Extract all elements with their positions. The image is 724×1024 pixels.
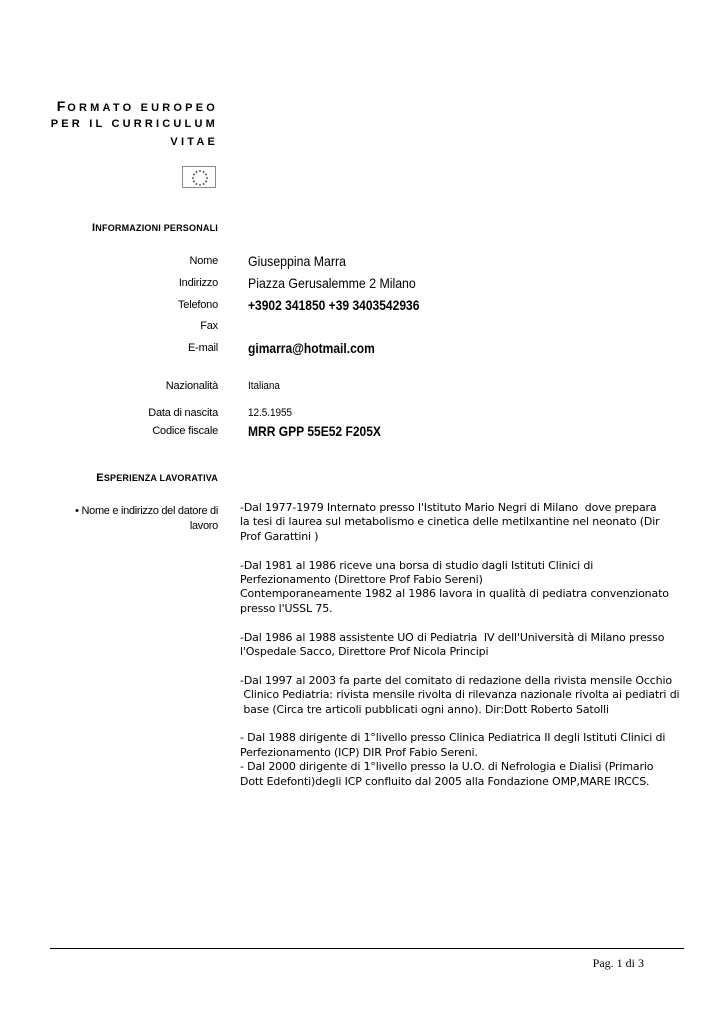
experience-paragraph: -Dal 1981 al 1986 riceve una borsa di studio dagli Istituti Clinici di Perfezionamento (Direttore Prof Fabio Sereni) Contemporaneamente 1982 al 1986 lavora in qualità di pediatra convenzionato presso l'USSL 75. — [240, 558, 669, 615]
eu-flag-icon — [182, 166, 216, 188]
birthdate-label: Data di nascita — [148, 407, 218, 419]
eu-star — [203, 171, 205, 173]
cv-title-line-2: PER IL CURRICULUM — [50, 118, 218, 130]
nationality-label: Nazionalità — [165, 380, 218, 392]
cv-title-line-1 — [57, 98, 218, 114]
personal-heading-cap: I — [92, 222, 96, 234]
experience-body — [240, 501, 700, 803]
eu-star — [196, 183, 198, 185]
experience-heading — [96, 472, 218, 484]
experience-paragraph: -Dal 1997 al 2003 fa parte del comitato di redazione della rivista mensile Occhio Clinico Pediatria: rivista mensile rivolta di rilevanza nazionale rivolta ai pediatri di base (Circa tre articoli pubblicati ogni anno). Dir:Dott Roberto Satolli — [240, 673, 680, 716]
tax-code-label: Codice fiscale — [152, 425, 218, 437]
employer-label-line-1: • Nome e indirizzo del datore di — [75, 505, 218, 517]
eu-star — [193, 181, 195, 183]
experience-paragraph: -Dal 1977-1979 Internato presso l'Istituto Mario Negri di Milano dove prepara la tesi di laurea sul metabolismo e cinetica delle metilxantine nel neonato (Dir Prof Garattini ) — [240, 501, 660, 543]
birthdate-value: 12.5.1955 — [248, 407, 293, 419]
cv-title-rest: ORMATO EUROPEO — [67, 102, 218, 114]
nationality-value: Italiana — [248, 380, 280, 392]
experience-heading-rest: SPERIENZA LAVORATIVA — [103, 473, 218, 483]
eu-star — [196, 171, 198, 173]
eu-star — [203, 183, 205, 185]
cv-title-cap: F — [56, 98, 68, 114]
eu-star — [193, 174, 195, 176]
phone-label: Telefono — [178, 299, 218, 311]
experience-paragraph: - Dal 1988 dirigente di 1°livello presso Clinica Pediatrica II degli Istituti Clinici di Perfezionamento (ICP) DIR Prof Fabio Sereni. - Dal 2000 dirigente di 1°livello presso la U.O. di Nefrologia e Dialisi (Primario Dott Edefonti)degli ICP confluito dal 2005 alla Fondazione OMP,MARE IRCCS. — [240, 731, 666, 788]
tax-code-value: MRR GPP 55E52 F205X — [248, 423, 381, 439]
employer-label — [58, 504, 218, 534]
email-label: E-mail — [188, 342, 218, 354]
fax-label: Fax — [200, 320, 218, 332]
eu-star — [192, 177, 194, 179]
eu-star — [199, 170, 201, 172]
address-value: Piazza Gerusalemme 2 Milano — [248, 275, 416, 291]
eu-star — [199, 184, 201, 186]
email-value: gimarra@hotmail.com — [248, 340, 375, 356]
eu-star — [206, 177, 208, 179]
footer-divider — [50, 948, 684, 949]
eu-star — [205, 181, 207, 183]
cv-title-line-3: VITAE — [170, 136, 218, 148]
personal-heading-rest: NFORMAZIONI PERSONALI — [95, 223, 218, 233]
phone-value: +3902 341850 +39 3403542936 — [248, 297, 420, 313]
name-value: Giuseppina Marra — [248, 253, 346, 269]
experience-paragraph: -Dal 1986 al 1988 assistente UO di Pediatria IV dell'Università di Milano presso l'Ospedale Sacco, Direttore Prof Nicola Principi — [240, 630, 665, 659]
employer-label-line-2: lavoro — [189, 520, 218, 532]
page-number: Pag. 1 di 3 — [592, 956, 644, 970]
name-label: Nome — [189, 255, 218, 267]
experience-heading-cap: E — [96, 472, 104, 484]
personal-info-heading — [92, 222, 218, 234]
eu-star — [205, 174, 207, 176]
address-label: Indirizzo — [178, 277, 218, 289]
